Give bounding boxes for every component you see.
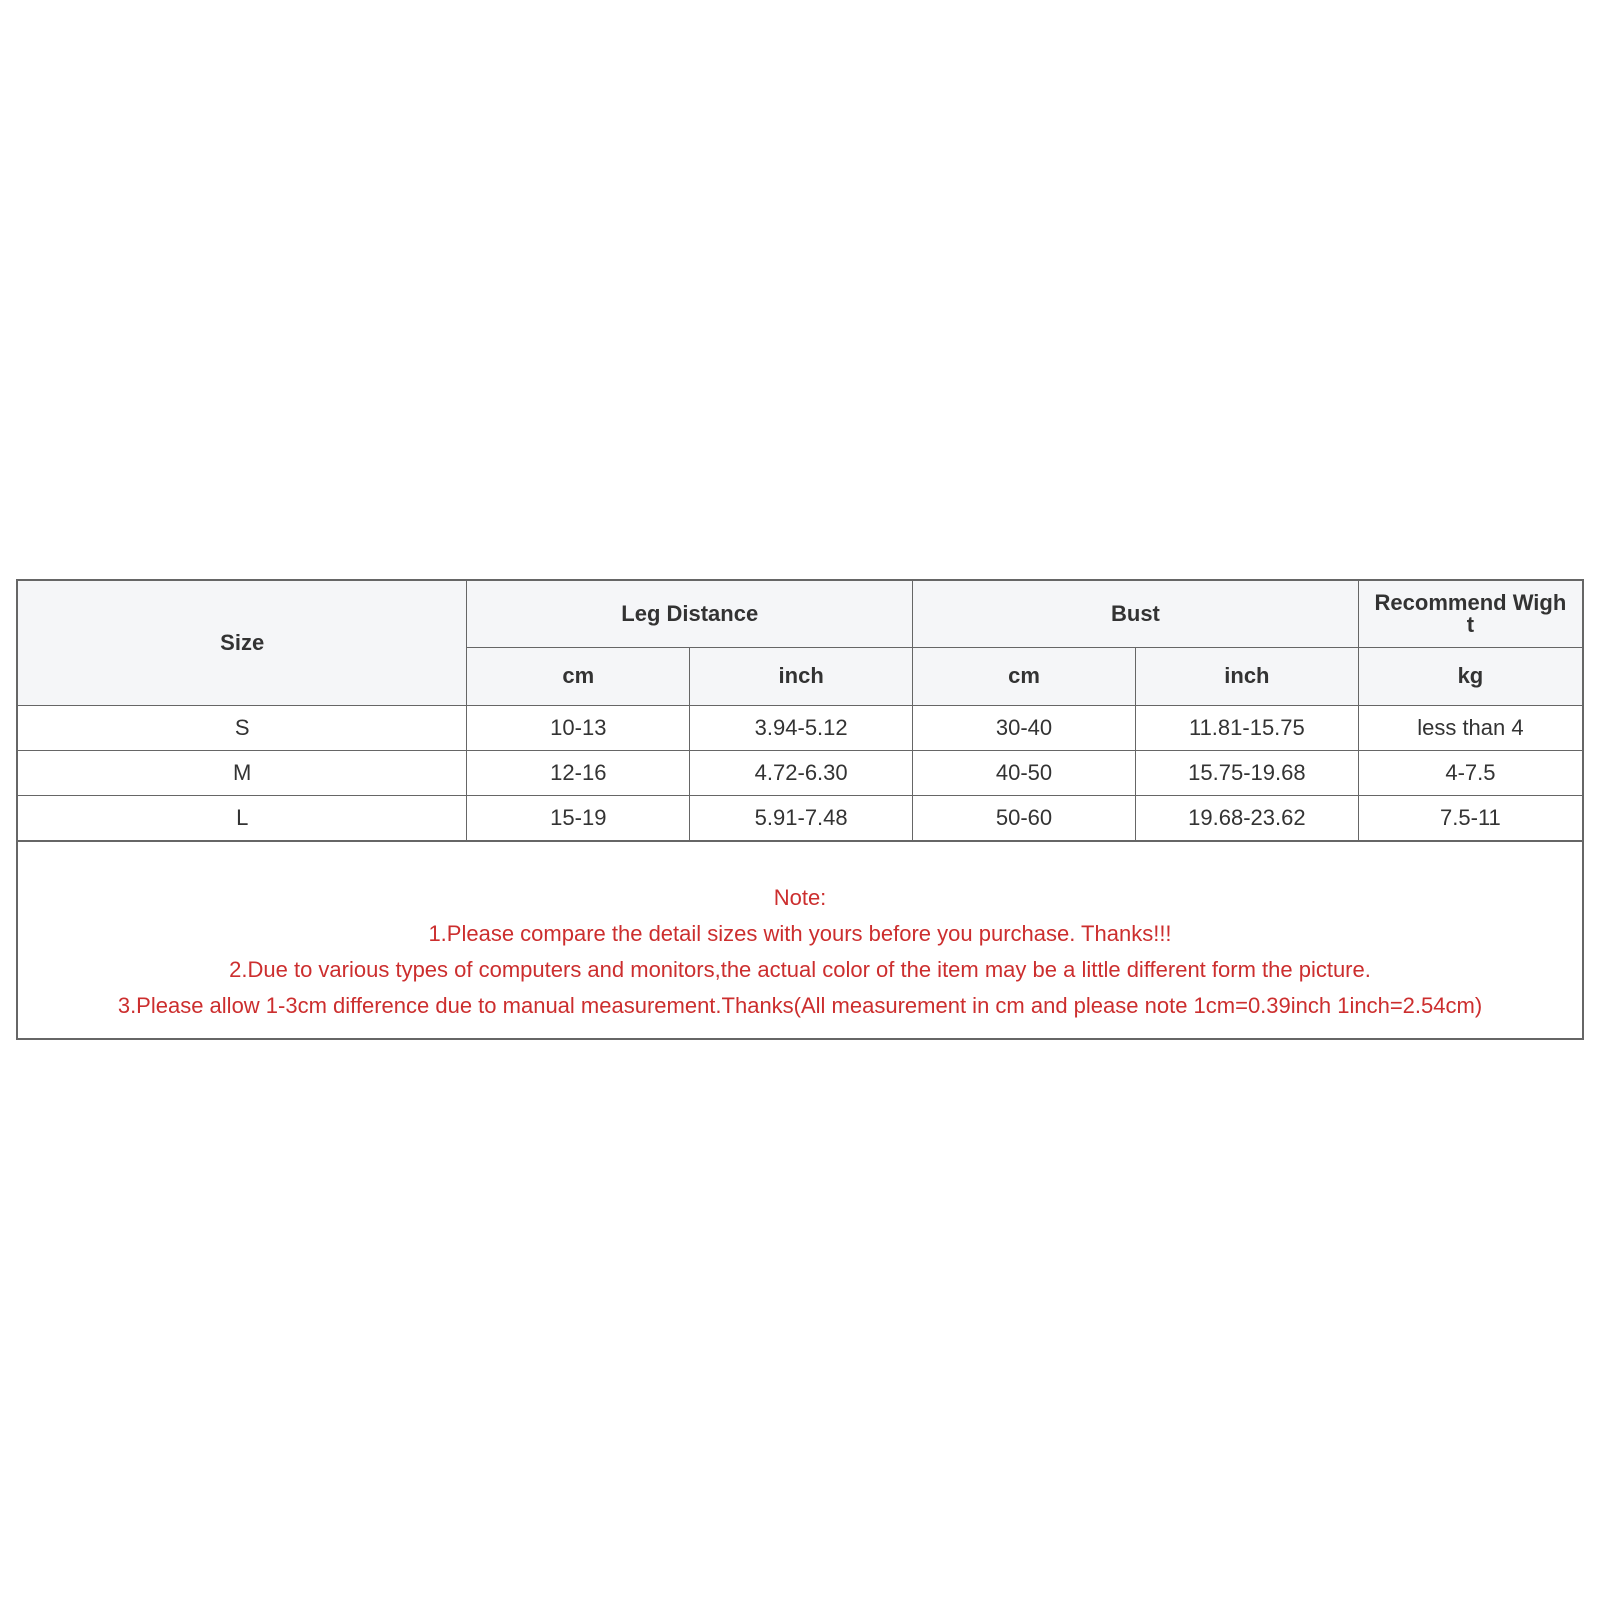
cell-bust-cm: 50-60 [913, 795, 1136, 840]
cell-leg-inch: 3.94-5.12 [690, 705, 913, 750]
table-row [18, 705, 1582, 750]
note-title: Note: [773, 884, 827, 910]
header-unit-leg-cm: cm [467, 647, 690, 705]
cell-bust-inch: 11.81-15.75 [1135, 705, 1358, 750]
note-line-1: 1.Please compare the detail sizes with yours before you purchase. Thanks!!! [428, 920, 1172, 946]
cell-leg-cm: 10-13 [467, 705, 690, 750]
cell-size: L [18, 795, 467, 840]
header-unit-weight-kg: kg [1358, 647, 1582, 705]
note-line-2: 2.Due to various types of computers and monitors,the actual color of the item may be a little different form the picture. [229, 956, 1371, 982]
size-chart [16, 579, 1584, 1040]
cell-bust-inch: 15.75-19.68 [1135, 750, 1358, 795]
cell-leg-inch: 5.91-7.48 [690, 795, 913, 840]
cell-leg-cm: 15-19 [467, 795, 690, 840]
header-unit-bust-inch: inch [1135, 647, 1358, 705]
header-size: Size [18, 581, 467, 705]
cell-leg-inch: 4.72-6.30 [690, 750, 913, 795]
header-row-groups [18, 581, 1582, 647]
note-line-3: 3.Please allow 1-3cm difference due to manual measurement.Thanks(All measurement in cm and please note 1cm=0.39inch 1inch=2.54cm) [117, 992, 1483, 1018]
cell-bust-inch: 19.68-23.62 [1135, 795, 1358, 840]
cell-bust-cm: 40-50 [913, 750, 1136, 795]
cell-size: M [18, 750, 467, 795]
table-row [18, 795, 1582, 840]
header-bust: Bust [913, 581, 1359, 647]
cell-bust-cm: 30-40 [913, 705, 1136, 750]
header-recommend-weight: Recommend Wight [1358, 581, 1582, 647]
cell-weight-kg: 7.5-11 [1358, 795, 1582, 840]
header-unit-bust-cm: cm [913, 647, 1136, 705]
size-table [18, 581, 1582, 841]
header-leg-distance: Leg Distance [467, 581, 913, 647]
cell-weight-kg: less than 4 [1358, 705, 1582, 750]
cell-size: S [18, 705, 467, 750]
header-unit-leg-inch: inch [690, 647, 913, 705]
table-row [18, 750, 1582, 795]
notes-section [18, 841, 1582, 1038]
cell-weight-kg: 4-7.5 [1358, 750, 1582, 795]
cell-leg-cm: 12-16 [467, 750, 690, 795]
